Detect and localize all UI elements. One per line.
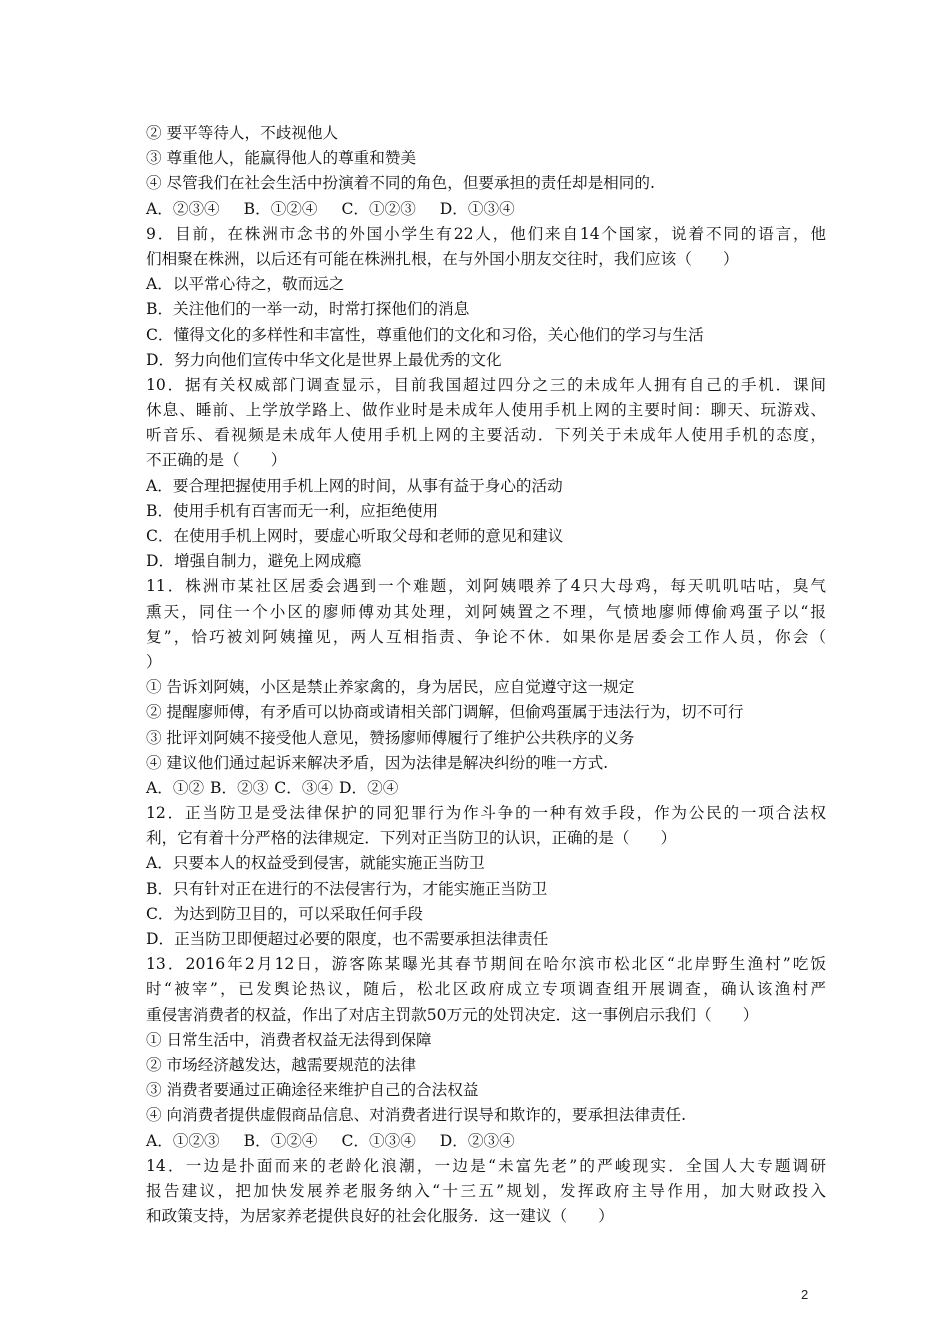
q11-stem-line: 熏天，同住一个小区的廖师傅劝其处理，刘阿姨置之不理，气愤地廖师傅偷鸡蛋子以“报	[146, 602, 826, 621]
q10-stem-line: 休息、睡前、上学放学路上、做作业时是未成年人使用手机上网的主要时间：聊天、玩游戏、	[146, 401, 826, 420]
q11-options	[146, 776, 826, 801]
q12-stem-line: 12．正当防卫是受法律保护的同犯罪行为作斗争的一种有效手段，作为公民的一项合法权	[146, 804, 826, 823]
q13-item: ④ 向消费者提供虚假商品信息、对消费者进行误导和欺诈的，要承担法律责任.	[146, 1106, 687, 1125]
q11-option-d: D．②④	[339, 778, 399, 797]
q10-option-a: A．要合理把握使用手机上网的时间，从事有益于身心的活动	[146, 476, 563, 495]
q12-option-c: C．为达到防卫目的，可以采取任何手段	[146, 904, 424, 923]
q14-stem-line: 和政策支持，为居家养老提供良好的社会化服务．这一建议（ ）	[146, 1207, 614, 1226]
question-13	[146, 952, 826, 1154]
q11-stem-line: 11．株洲市某社区居委会遇到一个难题，刘阿姨喂养了4只大母鸡，每天叽叽咕咕，臭气	[146, 577, 826, 596]
q8-option-d: D．①③④	[439, 199, 515, 218]
page-number: 2	[801, 1287, 809, 1302]
q14-stem-line: 报告建议，把加快发展养老服务纳入“十三五”规划，发挥政府主导作用，加大财政投入	[146, 1181, 826, 1200]
q9-option-a: A．以平常心待之，敬而远之	[146, 275, 345, 294]
q13-item: ② 市场经济越发达，越需要规范的法律	[146, 1055, 417, 1074]
q11-stem-line: 复”，恰巧被刘阿姨撞见，两人互相指责、争论不休．如果你是居委会工作人员，你会（	[146, 627, 826, 646]
q8-options	[146, 197, 826, 222]
q10-option-b: B．使用手机有百害而无一利，应拒绝使用	[146, 501, 439, 520]
q10-stem-line: 听音乐、看视频是未成年人使用手机上网的主要活动．下列关于未成年人使用手机的态度，	[146, 426, 826, 445]
q8-option-a: A．②③④	[146, 199, 220, 218]
question-14	[146, 1154, 826, 1230]
q13-option-c: C．①③④	[341, 1131, 416, 1150]
q8-item: ④ 尽管我们在社会生活中扮演着不同的角色，但要承担的责任却是相同的.	[146, 174, 655, 193]
q9-stem-line: 们相聚在株洲，以后还有可能在株洲扎根，在与外国小朋友交往时，我们应该（ ）	[146, 249, 739, 268]
q10-stem-line: 10．据有关权威部门调查显示，目前我国超过四分之三的未成年人拥有自己的手机．课间	[146, 375, 826, 394]
q12-option-b: B．只有针对正在进行的不法侵害行为，才能实施正当防卫	[146, 879, 548, 898]
q12-stem-line: 利，它有着十分严格的法律规定．下列对正当防卫的认识，正确的是（ ）	[146, 829, 677, 848]
q11-item: ② 提醒廖师傅，有矛盾可以协商或请相关部门调解，但偷鸡蛋属于违法行为，切不可行	[146, 703, 744, 722]
q10-stem-line: 不正确的是（ ）	[146, 451, 287, 470]
q11-option-a: A．①②	[146, 778, 205, 797]
question-10	[146, 373, 826, 575]
q8-item: ③ 尊重他人，能赢得他人的尊重和赞美	[146, 149, 417, 168]
q10-option-d: D．增强自制力，避免上网成瘾	[146, 552, 362, 571]
document-page	[146, 121, 826, 1229]
q13-stem-line: 时“被宰”，已发舆论热议，随后，松北区政府成立专项调查组开展调查，确认该渔村严	[146, 980, 826, 999]
q11-option-c: C．③④	[274, 778, 334, 797]
q9-option-d: D．努力向他们宣传中华文化是世界上最优秀的文化	[146, 350, 502, 369]
q11-option-b: B．②③	[210, 778, 269, 797]
q11-item: ① 告诉刘阿姨，小区是禁止养家禽的，身为居民，应自觉遵守这一规定	[146, 678, 635, 697]
q9-option-c: C．懂得文化的多样性和丰富性，尊重他们的文化和习俗，关心他们的学习与生活	[146, 325, 704, 344]
q13-stem-line: 重侵害消费者的权益，作出了对店主罚款50万元的处罚决定．这一事例启示我们（ ）	[146, 1005, 759, 1024]
q8-option-b: B．①②④	[243, 199, 318, 218]
question-12	[146, 801, 826, 952]
q13-item: ③ 消费者要通过正确途径来维护自己的合法权益	[146, 1081, 479, 1100]
q11-stem-line: ）	[146, 652, 162, 671]
q13-option-d: D．②③④	[439, 1131, 515, 1150]
q8-option-c: C．①②③	[341, 199, 416, 218]
question-9	[146, 222, 826, 373]
q10-option-c: C．在使用手机上网时，要虚心听取父母和老师的意见和建议	[146, 527, 564, 545]
q11-item: ④ 建议他们通过起诉来解决矛盾，因为法律是解决纠纷的唯一方式.	[146, 753, 609, 772]
q9-stem-line: 9．目前，在株洲市念书的外国小学生有22人，他们来自14个国家，说着不同的语言，他	[146, 224, 826, 243]
q13-item: ① 日常生活中，消费者权益无法得到保障	[146, 1030, 432, 1049]
q8-item: ② 要平等待人，不歧视他人	[146, 124, 339, 142]
question-11	[146, 574, 826, 801]
q13-options	[146, 1129, 826, 1154]
q9-option-b: B．关注他们的一举一动，时常打探他们的消息	[146, 300, 470, 319]
q11-item: ③ 批评刘阿姨不接受他人意见，赞扬廖师傅履行了维护公共秩序的义务	[146, 728, 635, 747]
q13-stem-line: 13．2016年2月12日，游客陈某曝光其春节期间在哈尔滨市松北区“北岸野生渔村”吃饭	[146, 955, 826, 974]
q12-option-a: A．只要本人的权益受到侵害，就能实施正当防卫	[146, 854, 485, 873]
q13-option-b: B．①②④	[243, 1131, 318, 1150]
q14-stem-line: 14．一边是扑面而来的老龄化浪潮，一边是“未富先老”的严峻现实．全国人大专题调研	[146, 1156, 826, 1175]
q12-option-d: D．正当防卫即便超过必要的限度，也不需要承担法律责任	[146, 930, 549, 948]
question-8	[146, 121, 826, 222]
q13-option-a: A．①②③	[146, 1131, 220, 1150]
